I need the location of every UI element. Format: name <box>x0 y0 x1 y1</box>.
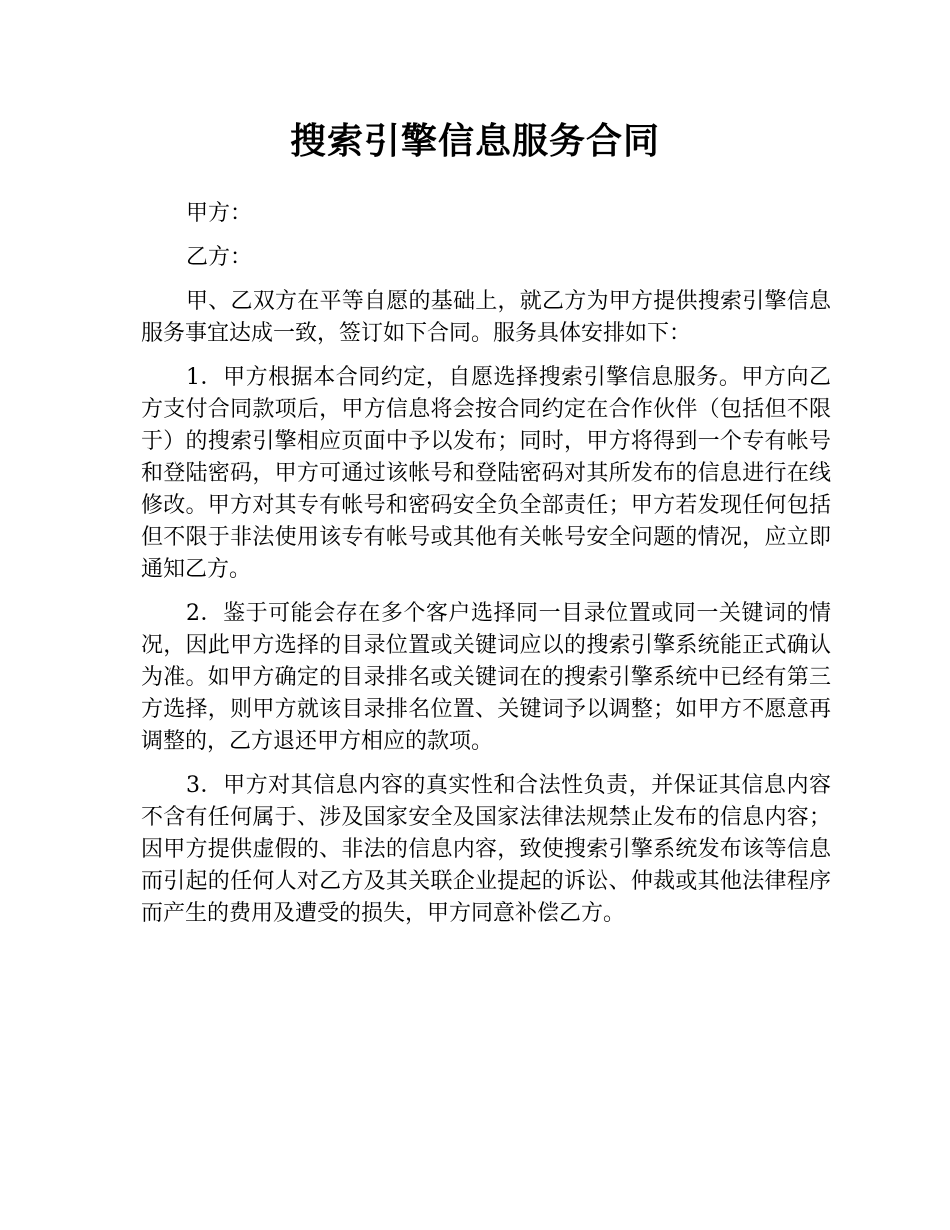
clause-2: 2．鉴于可能会存在多个客户选择同一目录位置或同一关键词的情况，因此甲方选择的目录位置或关键词应以的搜索引擎系统能正式确认为准。如甲方确定的目录排名或关键词在的搜索引擎系统中已经有第三方选择，则甲方就该目录排名位置、关键词予以调整；如甲方不愿意再调整的，乙方退还甲方相应的款项。 <box>141 601 831 754</box>
party-b-label: 乙方： <box>186 245 253 270</box>
contract-title: 搜索引擎信息服务合同 <box>289 121 660 162</box>
clause-3: 3．甲方对其信息内容的真实性和合法性负责，并保证其信息内容不含有任何属于、涉及国家安全及国家法律法规禁止发布的信息内容；因甲方提供虚假的、非法的信息内容，致使搜索引擎系统发布该等信息而引起的任何人对乙方及其关联企业提起的诉讼、仲裁或其他法律程序而产生的费用及遭受的损失，甲方同意补偿乙方。 <box>141 773 831 926</box>
intro-paragraph: 甲、乙双方在平等自愿的基础上，就乙方为甲方提供搜索引擎信息服务事宜达成一致，签订如下合同。服务具体安排如下： <box>141 289 831 346</box>
party-a-label: 甲方： <box>186 201 253 226</box>
clause-1: 1．甲方根据本合同约定，自愿选择搜索引擎信息服务。甲方向乙方支付合同款项后，甲方信息将会按合同约定在合作伙伴（包括但不限于）的搜索引擎相应页面中予以发布；同时，甲方将得到一个专有帐号和登陆密码，甲方可通过该帐号和登陆密码对其所发布的信息进行在线修改。甲方对其专有帐号和密码安全负全部责任；甲方若发现任何包括但不限于非法使用该专有帐号或其他有关帐号安全问题的情况，应立即通知乙方。 <box>141 365 831 582</box>
contract-body <box>141 198 831 942</box>
